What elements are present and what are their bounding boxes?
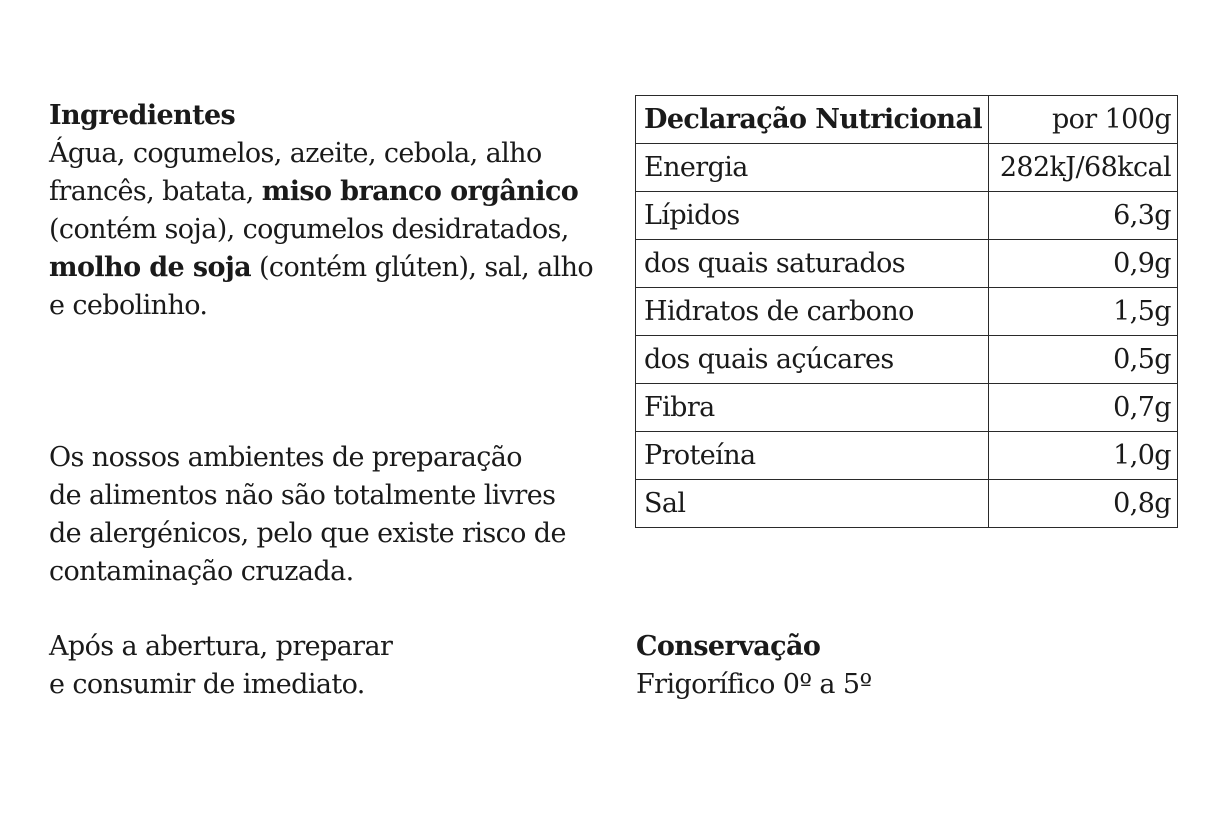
- nutrition-row: [636, 432, 1178, 480]
- ingredients-line: (contém soja), cogumelos desidratados,: [49, 214, 569, 245]
- nutrient-label: Energia: [636, 144, 989, 192]
- nutrition-row: [636, 336, 1178, 384]
- opening-instructions-line: e consumir de imediato.: [49, 669, 365, 700]
- nutrient-value: 0,8g: [989, 480, 1178, 528]
- nutrient-label: Fibra: [636, 384, 989, 432]
- nutrition-row: [636, 480, 1178, 528]
- allergen-soy-sauce: molho de soja: [49, 252, 252, 283]
- nutrient-value: 6,3g: [989, 192, 1178, 240]
- nutrition-header-label: Declaração Nutricional: [636, 96, 989, 144]
- nutrition-table: [635, 95, 1178, 528]
- nutrient-value: 0,9g: [989, 240, 1178, 288]
- nutrition-header-per: por 100g: [989, 96, 1178, 144]
- allergen-notice-line: de alimentos não são totalmente livres: [49, 480, 556, 511]
- nutrition-row: [636, 192, 1178, 240]
- nutrient-label: Sal: [636, 480, 989, 528]
- nutrient-value: 1,0g: [989, 432, 1178, 480]
- allergen-notice-line: Os nossos ambientes de preparação: [49, 442, 522, 473]
- nutrition-row: [636, 144, 1178, 192]
- nutrient-label: dos quais açúcares: [636, 336, 989, 384]
- ingredients-line: Água, cogumelos, azeite, cebola, alho: [49, 138, 542, 169]
- conservation-text: Frigorífico 0º a 5º: [636, 669, 872, 700]
- nutrient-label: Hidratos de carbono: [636, 288, 989, 336]
- nutrient-label: Lípidos: [636, 192, 989, 240]
- nutrition-header-row: [636, 96, 1178, 144]
- nutrient-label: Proteína: [636, 432, 989, 480]
- nutrition-row: [636, 288, 1178, 336]
- nutrition-row: [636, 384, 1178, 432]
- allergen-notice-line: de alergénicos, pelo que existe risco de: [49, 518, 566, 549]
- opening-instructions-line: Após a abertura, preparar: [49, 631, 393, 662]
- nutrient-value: 0,7g: [989, 384, 1178, 432]
- ingredients-section: [49, 97, 593, 325]
- nutrient-value: 1,5g: [989, 288, 1178, 336]
- ingredients-line: molho de soja (contém glúten), sal, alho: [49, 252, 594, 283]
- ingredients-line: francês, batata, miso branco orgânico: [49, 176, 579, 207]
- conservation-section: [636, 628, 872, 704]
- opening-instructions: [49, 628, 392, 704]
- nutrient-value: 282kJ/68kcal: [989, 144, 1178, 192]
- nutrient-label: dos quais saturados: [636, 240, 989, 288]
- nutrient-value: 0,5g: [989, 336, 1178, 384]
- allergen-miso: miso branco orgânico: [261, 176, 579, 207]
- ingredients-heading: Ingredientes: [49, 100, 236, 131]
- allergen-notice: [49, 439, 566, 591]
- nutrition-row: [636, 240, 1178, 288]
- conservation-heading: Conservação: [636, 631, 821, 662]
- allergen-notice-line: contaminação cruzada.: [49, 556, 354, 587]
- ingredients-line: e cebolinho.: [49, 290, 208, 321]
